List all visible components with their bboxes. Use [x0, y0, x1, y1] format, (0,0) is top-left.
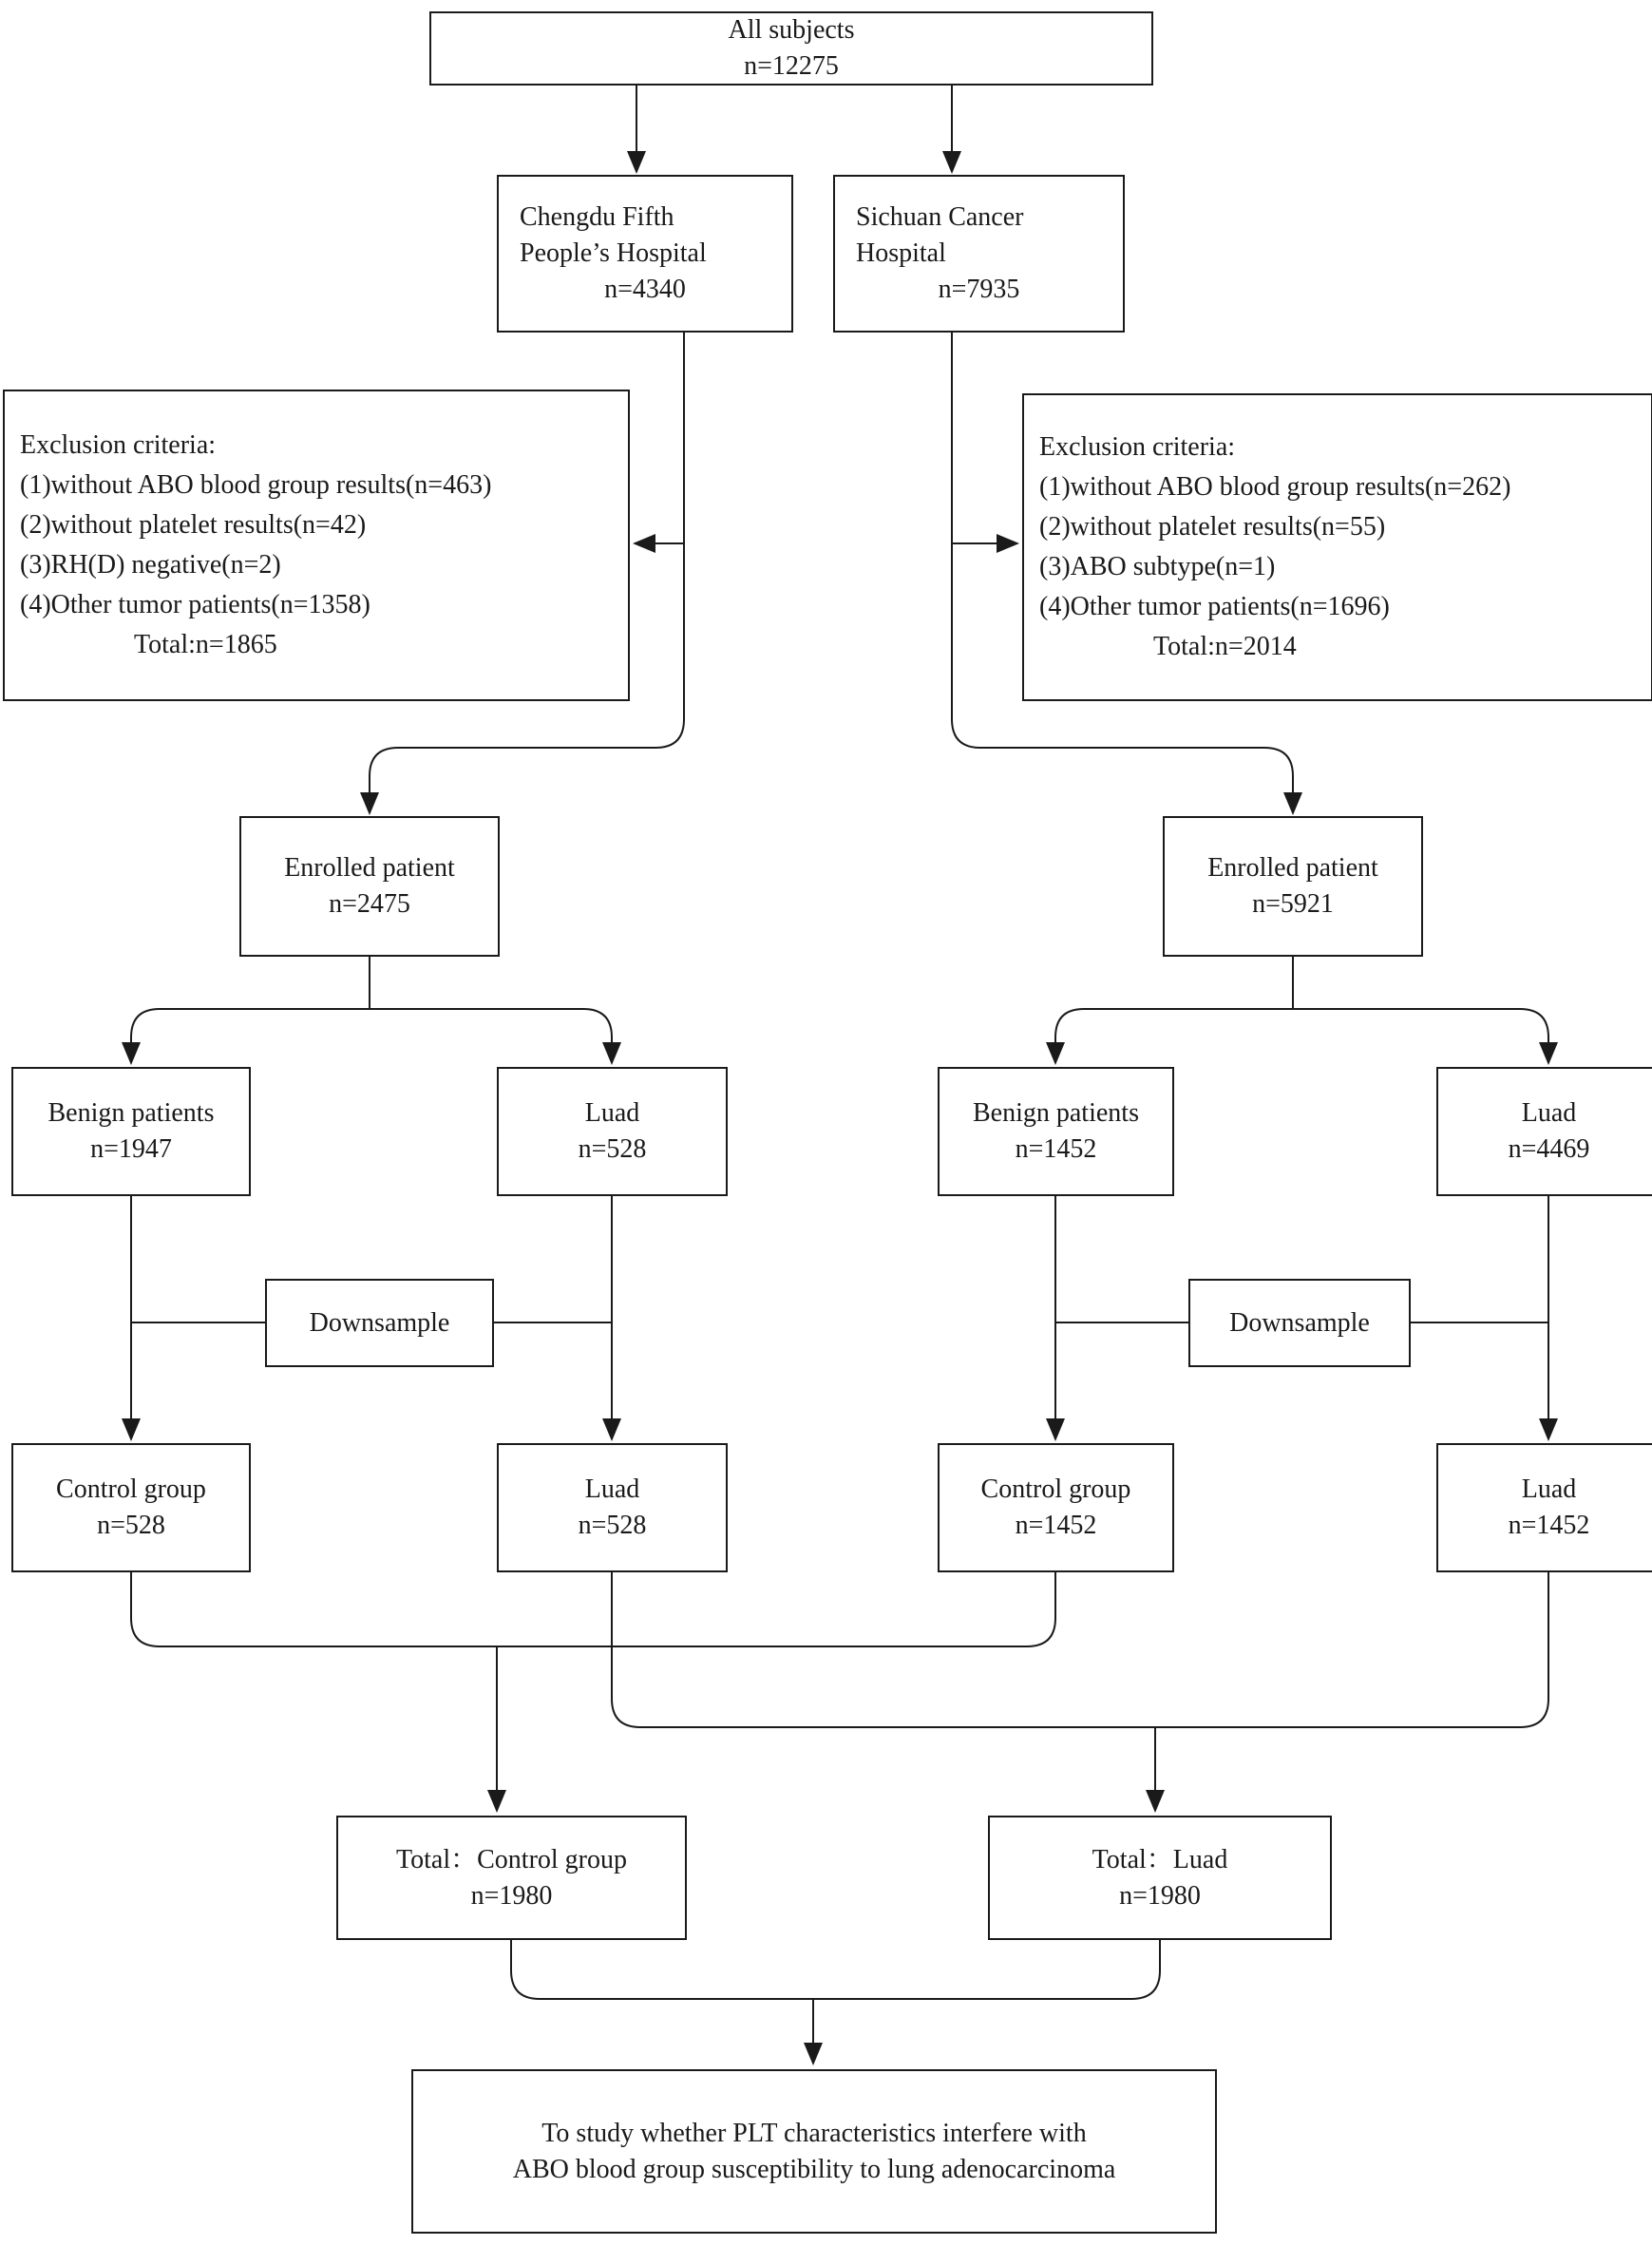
exclusion-left-item-4: (4)Other tumor patients(n=1358) [20, 590, 370, 619]
box-exclusion-right [1022, 393, 1652, 701]
box-all-subjects [429, 11, 1153, 86]
connector-luad-bus [612, 1572, 1548, 1727]
exclusion-right-item-2: (2)without platelet results(n=55) [1039, 512, 1386, 542]
benign-left-label: Benign patients [47, 1098, 215, 1129]
benign-right-label: Benign patients [973, 1098, 1139, 1129]
box-luad2-left [497, 1443, 728, 1572]
luad-left-count: n=528 [578, 1134, 647, 1164]
enrolled-right-label: Enrolled patient [1207, 853, 1378, 884]
exclusion-right-total: Total:n=2014 [1153, 632, 1297, 661]
exclusion-left-total: Total:n=1865 [134, 630, 277, 659]
exclusion-right-heading: Exclusion criteria: [1039, 432, 1236, 462]
connector-control-bus [131, 1572, 1055, 1646]
exclusion-right-item-4: (4)Other tumor patients(n=1696) [1039, 592, 1390, 621]
luad-right-label: Luad [1521, 1098, 1577, 1129]
total-control-label: Total：Control group [395, 1844, 628, 1874]
all-subjects-count: n=12275 [744, 51, 839, 81]
connector-total-bus [511, 1940, 1160, 1999]
total-luad-count: n=1980 [1119, 1880, 1201, 1911]
control-left-label: Control group [56, 1474, 206, 1505]
luad2-left-label: Luad [584, 1474, 640, 1505]
connector-enrolledright-luad [1293, 1009, 1548, 1063]
luad2-right-label: Luad [1521, 1474, 1577, 1505]
box-luad-right [1436, 1067, 1652, 1196]
box-downsample-left [265, 1279, 494, 1367]
exclusion-left-item-2: (2)without platelet results(n=42) [20, 510, 367, 540]
control-right-count: n=1452 [1015, 1511, 1097, 1540]
box-sichuan-hospital [833, 175, 1125, 333]
sichuan-line1: Sichuan Cancer [856, 202, 1024, 233]
connector-enrolledright-benign [1055, 1009, 1293, 1063]
box-exclusion-left [3, 390, 630, 701]
sichuan-line2: Hospital [856, 238, 946, 269]
luad2-right-count: n=1452 [1508, 1511, 1590, 1540]
box-control-left [11, 1443, 251, 1572]
luad2-left-count: n=528 [578, 1511, 647, 1540]
box-luad2-right [1436, 1443, 1652, 1572]
box-total-control [336, 1816, 687, 1940]
chengdu-line2: People’s Hospital [520, 238, 707, 269]
box-total-luad [988, 1816, 1332, 1940]
luad-left-label: Luad [584, 1098, 640, 1129]
conclusion-line1: To study whether PLT characteristics interfere with [541, 2118, 1087, 2148]
enrolled-left-label: Enrolled patient [284, 853, 455, 884]
conclusion-line2: ABO blood group susceptibility to lung adenocarcinoma [512, 2154, 1116, 2184]
chengdu-count: n=4340 [604, 274, 686, 304]
control-right-label: Control group [980, 1474, 1131, 1505]
luad-right-count: n=4469 [1508, 1134, 1590, 1164]
exclusion-right-item-3: (3)ABO subtype(n=1) [1039, 552, 1276, 581]
box-chengdu-hospital [497, 175, 793, 333]
box-control-right [938, 1443, 1174, 1572]
box-luad-left [497, 1067, 728, 1196]
all-subjects-label: All subjects [728, 15, 855, 46]
exclusion-left-item-3: (3)RH(D) negative(n=2) [20, 550, 281, 580]
box-conclusion [411, 2069, 1217, 2234]
chengdu-line1: Chengdu Fifth [520, 202, 674, 233]
exclusion-left-heading: Exclusion criteria: [20, 430, 217, 460]
box-downsample-right [1188, 1279, 1411, 1367]
connector-enrolledleft-luad [370, 1009, 612, 1063]
downsample-left-label: Downsample [309, 1307, 450, 1338]
total-control-count: n=1980 [470, 1880, 553, 1911]
exclusion-right-item-1: (1)without ABO blood group results(n=262) [1039, 472, 1511, 502]
enrolled-right-count: n=5921 [1252, 889, 1334, 919]
benign-right-count: n=1452 [1015, 1134, 1097, 1164]
downsample-right-label: Downsample [1229, 1307, 1370, 1338]
benign-left-count: n=1947 [90, 1134, 172, 1164]
box-benign-right [938, 1067, 1174, 1196]
box-enrolled-right [1163, 816, 1423, 957]
box-benign-left [11, 1067, 251, 1196]
total-luad-label: Total：Luad [1092, 1844, 1228, 1874]
connector-enrolledleft-benign [131, 1009, 370, 1063]
box-enrolled-left [239, 816, 500, 957]
control-left-count: n=528 [97, 1511, 165, 1540]
exclusion-left-item-1: (1)without ABO blood group results(n=463) [20, 470, 492, 500]
enrolled-left-count: n=2475 [329, 889, 410, 919]
sichuan-count: n=7935 [938, 274, 1020, 304]
